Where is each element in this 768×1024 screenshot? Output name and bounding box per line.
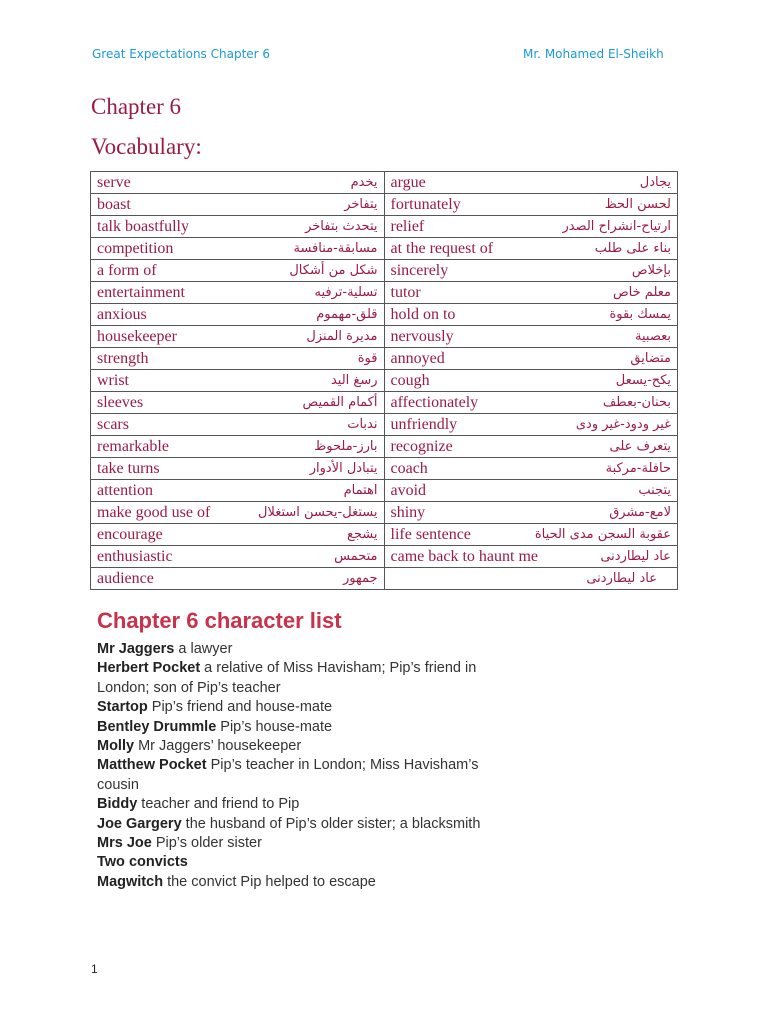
vocab-row bbox=[91, 282, 678, 304]
vocab-cell-right bbox=[384, 392, 678, 414]
vocab-row bbox=[91, 260, 678, 282]
character-entry bbox=[97, 737, 497, 756]
character-name: Herbert Pocket bbox=[97, 660, 201, 677]
vocab-english-word: housekeeper bbox=[97, 327, 177, 345]
vocab-cell-right bbox=[384, 458, 678, 480]
vocab-arabic-meaning: متحمس bbox=[334, 548, 378, 564]
character-entry bbox=[97, 873, 497, 892]
vocab-cell-left bbox=[91, 172, 385, 194]
character-name: Mr Jaggers bbox=[97, 641, 175, 657]
character-name: Joe Gargery bbox=[97, 815, 182, 832]
vocab-english-word: affectionately bbox=[390, 393, 479, 411]
vocab-cell-left bbox=[91, 370, 385, 392]
character-name: Magwitch bbox=[97, 873, 164, 890]
vocab-cell-right bbox=[384, 238, 678, 260]
vocab-cell-left bbox=[91, 480, 385, 502]
page-number: 1 bbox=[91, 962, 98, 976]
vocab-row bbox=[91, 172, 678, 194]
vocab-row bbox=[91, 524, 678, 546]
vocab-cell-right bbox=[384, 370, 678, 392]
vocab-english-word: talk boastfully bbox=[97, 217, 189, 235]
vocab-row bbox=[91, 502, 678, 524]
vocab-arabic-meaning: أكمام القميص bbox=[302, 394, 378, 410]
vocab-arabic-meaning: يستغل-يحسن استغلال bbox=[258, 504, 378, 520]
vocab-arabic-meaning: يتفاخر bbox=[344, 196, 378, 212]
vocab-english-word: take turns bbox=[97, 459, 160, 477]
vocab-arabic-meaning: يشجع bbox=[346, 526, 378, 542]
vocab-arabic-meaning: بارز-ملحوظ bbox=[314, 438, 378, 454]
vocab-cell-right bbox=[384, 414, 678, 436]
character-description: Pip’s teacher in London; Miss Havisham’s cousin bbox=[97, 757, 479, 793]
character-description: a relative of Miss Havisham; Pip’s friend in London; son of Pip’s teacher bbox=[97, 660, 477, 696]
vocab-row bbox=[91, 216, 678, 238]
vocab-cell-left bbox=[91, 326, 385, 348]
character-description: Pip’s house-mate bbox=[216, 718, 333, 735]
vocab-cell-left bbox=[91, 414, 385, 436]
vocab-english-word: life sentence bbox=[390, 525, 471, 543]
vocab-row bbox=[91, 458, 678, 480]
vocab-row bbox=[91, 348, 678, 370]
vocab-arabic-meaning: شكل من أشكال bbox=[289, 262, 378, 278]
character-name: Startop bbox=[97, 699, 148, 716]
character-list-title: Chapter 6 character list bbox=[97, 608, 342, 633]
vocab-cell-left bbox=[91, 238, 385, 260]
character-entry bbox=[97, 795, 497, 814]
vocab-arabic-meaning: قلق-مهموم bbox=[316, 306, 378, 322]
vocab-arabic-meaning: متضايق bbox=[630, 350, 671, 366]
vocab-cell-right bbox=[384, 568, 678, 590]
character-name: Biddy bbox=[97, 796, 138, 813]
vocab-cell-right bbox=[384, 546, 678, 568]
character-entry bbox=[97, 640, 497, 659]
header-right: Mr. Mohamed El-Sheikh bbox=[523, 47, 664, 61]
vocab-row bbox=[91, 194, 678, 216]
vocab-cell-left bbox=[91, 216, 385, 238]
character-name: Mrs Joe bbox=[97, 835, 152, 852]
character-description: Mr Jaggers’ housekeeper bbox=[134, 738, 302, 755]
vocab-english-word: a form of bbox=[97, 261, 157, 279]
vocab-english-word: relief bbox=[390, 217, 425, 235]
vocab-english-word: cough bbox=[390, 371, 430, 389]
vocab-row bbox=[91, 392, 678, 414]
vocab-cell-right bbox=[384, 194, 678, 216]
vocab-arabic-meaning: عاد ليطاردنى bbox=[600, 548, 671, 564]
vocab-english-word: fortunately bbox=[390, 195, 461, 213]
vocab-arabic-meaning: عاد ليطاردنى bbox=[586, 570, 657, 586]
vocab-row bbox=[91, 480, 678, 502]
vocab-cell-right bbox=[384, 502, 678, 524]
header-left: Great Expectations Chapter 6 bbox=[92, 47, 271, 61]
vocab-english-word: recognize bbox=[390, 437, 453, 455]
vocab-row bbox=[91, 370, 678, 392]
vocab-arabic-meaning: عقوبة السجن مدى الحياة bbox=[534, 526, 671, 542]
vocab-arabic-meaning: مسابقة-منافسة bbox=[293, 240, 378, 256]
vocab-cell-left bbox=[91, 348, 385, 370]
vocab-cell-right bbox=[384, 480, 678, 502]
character-entry bbox=[97, 853, 497, 872]
vocab-arabic-meaning: يمسك بقوة bbox=[609, 306, 671, 322]
vocab-arabic-meaning: رسغ اليد bbox=[330, 372, 378, 388]
vocab-english-word: hold on to bbox=[390, 305, 456, 323]
vocab-row bbox=[91, 436, 678, 458]
character-description: Pip’s older sister bbox=[151, 835, 262, 852]
vocab-arabic-meaning: يجادل bbox=[639, 174, 671, 190]
character-entry bbox=[97, 659, 497, 698]
vocabulary-table bbox=[90, 171, 678, 590]
character-list bbox=[97, 640, 497, 892]
vocab-cell-right bbox=[384, 524, 678, 546]
vocab-cell-left bbox=[91, 546, 385, 568]
vocab-arabic-meaning: حافلة-مركبة bbox=[605, 460, 671, 476]
character-description: the convict Pip helped to escape bbox=[163, 873, 376, 890]
character-description: Pip’s friend and house-mate bbox=[147, 699, 333, 716]
vocab-arabic-meaning: يتجنب bbox=[638, 482, 671, 498]
vocab-cell-right bbox=[384, 260, 678, 282]
vocab-row bbox=[91, 326, 678, 348]
vocab-english-word: shiny bbox=[390, 503, 426, 521]
vocab-cell-right bbox=[384, 172, 678, 194]
vocab-cell-left bbox=[91, 436, 385, 458]
vocab-arabic-meaning: قوة bbox=[357, 350, 378, 366]
vocab-cell-right bbox=[384, 282, 678, 304]
vocab-english-word: anxious bbox=[97, 305, 147, 323]
vocab-arabic-meaning: يخدم bbox=[350, 174, 378, 190]
vocab-english-word: serve bbox=[97, 173, 131, 191]
vocab-cell-right bbox=[384, 348, 678, 370]
vocab-cell-left bbox=[91, 282, 385, 304]
character-name: Two convicts bbox=[97, 854, 188, 871]
vocab-english-word: entertainment bbox=[97, 283, 185, 301]
vocab-cell-left bbox=[91, 458, 385, 480]
character-entry bbox=[97, 834, 497, 853]
vocab-row bbox=[91, 304, 678, 326]
vocab-cell-left bbox=[91, 568, 385, 590]
vocab-english-word: came back to haunt me bbox=[390, 547, 538, 565]
vocab-arabic-meaning: ارتياح-انشراح الصدر bbox=[562, 218, 671, 234]
vocab-arabic-meaning: بعصبية bbox=[635, 328, 671, 344]
vocab-english-word: audience bbox=[97, 569, 154, 587]
vocab-english-word: boast bbox=[97, 195, 131, 213]
vocab-arabic-meaning: اهتمام bbox=[343, 482, 378, 498]
vocab-cell-left bbox=[91, 304, 385, 326]
vocab-cell-left bbox=[91, 260, 385, 282]
vocab-english-word: nervously bbox=[390, 327, 454, 345]
character-description: a lawyer bbox=[174, 641, 233, 657]
vocab-english-word: argue bbox=[390, 173, 426, 191]
vocab-arabic-meaning: يتعرف على bbox=[609, 438, 671, 454]
vocab-english-word: encourage bbox=[97, 525, 163, 543]
vocab-english-word: scars bbox=[97, 415, 129, 433]
vocab-arabic-meaning: بإخلاص bbox=[631, 262, 671, 278]
vocab-english-word: wrist bbox=[97, 371, 129, 389]
vocabulary-heading: Vocabulary: bbox=[91, 134, 202, 159]
vocab-arabic-meaning: جمهور bbox=[342, 570, 378, 586]
character-entry bbox=[97, 756, 497, 795]
vocab-arabic-meaning: مديرة المنزل bbox=[306, 328, 378, 344]
vocab-english-word: sleeves bbox=[97, 393, 144, 411]
character-description: teacher and friend to Pip bbox=[137, 796, 300, 813]
vocab-arabic-meaning: بناء على طلب bbox=[594, 240, 671, 256]
vocab-english-word: unfriendly bbox=[390, 415, 458, 433]
vocab-english-word: enthusiastic bbox=[97, 547, 173, 565]
vocab-arabic-meaning: يتبادل الأدوار bbox=[309, 460, 378, 476]
vocab-arabic-meaning: يكح-يسعل bbox=[615, 372, 671, 388]
vocab-arabic-meaning: ندبات bbox=[347, 416, 378, 432]
vocab-cell-right bbox=[384, 216, 678, 238]
vocab-english-word: coach bbox=[390, 459, 428, 477]
vocab-english-word: make good use of bbox=[97, 503, 211, 521]
vocab-english-word: avoid bbox=[390, 481, 427, 499]
vocab-arabic-meaning: يتحدث بتفاخر bbox=[305, 218, 378, 234]
vocab-cell-right bbox=[384, 436, 678, 458]
vocab-english-word: annoyed bbox=[390, 349, 445, 367]
vocab-cell-left bbox=[91, 194, 385, 216]
vocab-english-word: attention bbox=[97, 481, 153, 499]
vocab-row bbox=[91, 414, 678, 436]
vocab-row bbox=[91, 568, 678, 590]
vocab-row bbox=[91, 546, 678, 568]
vocab-english-word: tutor bbox=[390, 283, 421, 301]
character-entry bbox=[97, 698, 497, 717]
vocab-row bbox=[91, 238, 678, 260]
chapter-title: Chapter 6 bbox=[91, 94, 182, 119]
vocab-arabic-meaning: لامع-مشرق bbox=[609, 504, 671, 520]
character-entry bbox=[97, 718, 497, 737]
vocab-cell-right bbox=[384, 326, 678, 348]
vocab-cell-left bbox=[91, 502, 385, 524]
vocab-english-word: sincerely bbox=[390, 261, 449, 279]
vocab-arabic-meaning: غير ودود-غير ودى bbox=[575, 416, 671, 432]
vocab-cell-left bbox=[91, 392, 385, 414]
vocab-english-word: competition bbox=[97, 239, 174, 257]
vocab-arabic-meaning: تسلية-ترفيه bbox=[314, 284, 378, 300]
character-name: Matthew Pocket bbox=[97, 757, 207, 774]
vocab-arabic-meaning: بحنان-بعطف bbox=[602, 394, 671, 410]
character-name: Bentley Drummle bbox=[97, 718, 217, 735]
character-name: Molly bbox=[97, 738, 135, 755]
vocab-english-word: at the request of bbox=[390, 239, 494, 257]
vocab-arabic-meaning: معلم خاص bbox=[612, 284, 671, 300]
vocab-cell-right bbox=[384, 304, 678, 326]
character-description: the husband of Pip’s older sister; a blacksmith bbox=[181, 815, 481, 832]
character-entry bbox=[97, 815, 497, 834]
vocab-english-word: remarkable bbox=[97, 437, 169, 455]
vocab-cell-left bbox=[91, 524, 385, 546]
vocab-english-word: strength bbox=[97, 349, 149, 367]
vocab-arabic-meaning: لحسن الحظ bbox=[604, 196, 671, 212]
